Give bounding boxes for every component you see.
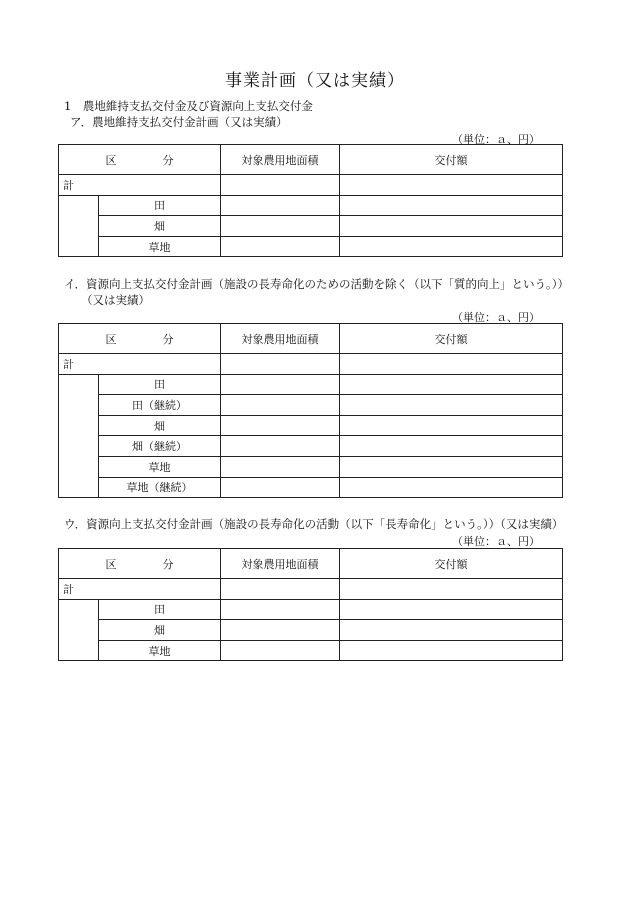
table-cell[interactable] — [340, 195, 563, 216]
section-i-heading: イ．資源向上支払交付金計画（施設の長寿命化のための活動を除く（以下「質的向上」という。）） — [64, 277, 569, 291]
page-title: 事業計画（又は実績） — [225, 71, 405, 91]
table-cell[interactable] — [221, 415, 340, 436]
table-cell[interactable] — [340, 456, 563, 477]
table-cell[interactable] — [340, 579, 563, 600]
row-label: 田 — [99, 374, 221, 395]
table-row — [59, 620, 563, 641]
section-a-heading: ア．農地維持支払交付金計画（又は実績） — [70, 115, 288, 129]
section-i-heading-2: （又は実績） — [81, 293, 150, 307]
table-cell[interactable] — [340, 640, 563, 661]
row-label: 畑 — [99, 216, 221, 237]
table-cell[interactable] — [340, 236, 563, 257]
table-row — [59, 236, 563, 257]
row-label: 草地 — [99, 236, 221, 257]
header-kubun: 区 分 — [59, 145, 221, 175]
table-cell[interactable] — [221, 374, 340, 395]
table-cell[interactable] — [221, 395, 340, 416]
table-header-row — [59, 145, 563, 175]
header-area: 対象農用地面積 — [221, 145, 340, 175]
table-cell[interactable] — [340, 477, 563, 498]
table-cell[interactable] — [340, 415, 563, 436]
table-cell[interactable] — [340, 216, 563, 237]
row-label: 草地 — [99, 640, 221, 661]
table-cell[interactable] — [221, 195, 340, 216]
table-row-total — [59, 354, 563, 375]
header-amount: 交付額 — [340, 324, 563, 354]
table-row-total — [59, 175, 563, 196]
row-label: 畑 — [99, 620, 221, 641]
table-row — [59, 436, 563, 457]
header-area: 対象農用地面積 — [221, 324, 340, 354]
total-label: 計 — [59, 579, 221, 600]
section-u-table — [58, 548, 563, 661]
row-label: 草地（継続） — [99, 477, 221, 498]
table-cell[interactable] — [221, 436, 340, 457]
table-row — [59, 216, 563, 237]
table-row-total — [59, 579, 563, 600]
table-cell[interactable] — [221, 579, 340, 600]
table-row — [59, 456, 563, 477]
section-a-unit: （単位：ａ、円） — [452, 133, 540, 146]
section-i-table — [58, 323, 563, 498]
row-label: 草地 — [99, 456, 221, 477]
table-cell[interactable] — [221, 599, 340, 620]
table-row — [59, 395, 563, 416]
table-cell[interactable] — [221, 354, 340, 375]
section-u-unit: （単位：ａ、円） — [452, 535, 540, 548]
section-a-table — [58, 144, 563, 257]
table-cell[interactable] — [221, 477, 340, 498]
row-label: 田 — [99, 599, 221, 620]
table-cell[interactable] — [340, 354, 563, 375]
table-row — [59, 477, 563, 498]
table-cell[interactable] — [221, 620, 340, 641]
total-label: 計 — [59, 175, 221, 196]
table-cell[interactable] — [340, 395, 563, 416]
total-label: 計 — [59, 354, 221, 375]
table-row — [59, 374, 563, 395]
row-label: 田（継続） — [99, 395, 221, 416]
table-cell[interactable] — [221, 236, 340, 257]
table-cell[interactable] — [340, 374, 563, 395]
table-row — [59, 599, 563, 620]
table-cell[interactable] — [221, 640, 340, 661]
table-cell[interactable] — [340, 620, 563, 641]
table-cell[interactable] — [221, 216, 340, 237]
header-kubun: 区 分 — [59, 324, 221, 354]
section-i-unit: （単位：ａ、円） — [452, 311, 540, 324]
heading-1: 1 農地維持支払交付金及び資源向上支払交付金 — [64, 99, 313, 113]
table-cell[interactable] — [221, 456, 340, 477]
table-cell[interactable] — [221, 175, 340, 196]
table-cell[interactable] — [340, 175, 563, 196]
header-area: 対象農用地面積 — [221, 549, 340, 579]
row-label: 田 — [99, 195, 221, 216]
header-amount: 交付額 — [340, 145, 563, 175]
header-amount: 交付額 — [340, 549, 563, 579]
table-cell[interactable] — [340, 436, 563, 457]
section-u-heading: ウ．資源向上支払交付金計画（施設の長寿命化の活動（以下「長寿命化」という。））（又は実績） — [64, 517, 564, 531]
table-cell[interactable] — [340, 599, 563, 620]
table-row — [59, 415, 563, 436]
row-label: 畑 — [99, 415, 221, 436]
table-header-row — [59, 549, 563, 579]
table-row — [59, 195, 563, 216]
header-kubun: 区 分 — [59, 549, 221, 579]
row-label: 畑（継続） — [99, 436, 221, 457]
table-header-row — [59, 324, 563, 354]
table-row — [59, 640, 563, 661]
